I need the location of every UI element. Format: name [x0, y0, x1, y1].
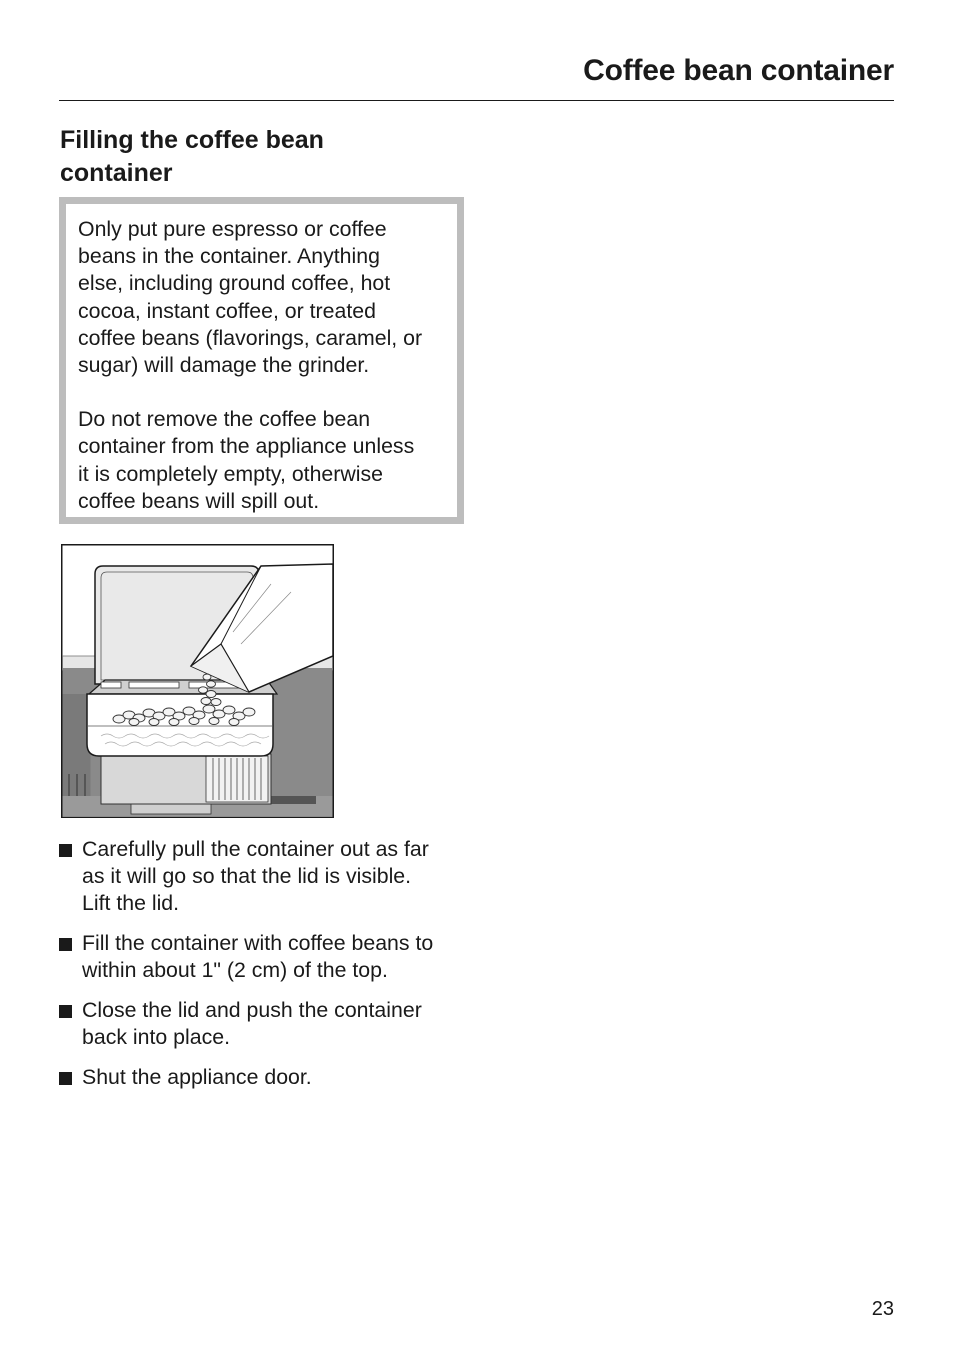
- step-text: Close the lid and push the container back into place.: [82, 998, 422, 1049]
- section-heading: Filling the coffee bean container: [60, 126, 324, 187]
- list-item: [58, 997, 478, 1051]
- step-text: Shut the appliance door.: [82, 1065, 312, 1089]
- page-number: 23: [871, 1298, 894, 1320]
- square-bullet-icon: [59, 844, 72, 857]
- list-item: [58, 1064, 478, 1091]
- square-bullet-icon: [59, 1005, 72, 1018]
- coffee-bean-container-illustration: [61, 544, 334, 818]
- instruction-steps: [58, 836, 478, 1104]
- square-bullet-icon: [59, 1072, 72, 1085]
- list-item: [58, 836, 478, 917]
- list-item: [58, 930, 478, 984]
- warning-box: [59, 197, 464, 524]
- step-text: Carefully pull the container out as far as it will go so that the lid is visible. Lift the lid.: [82, 837, 429, 915]
- page-title: Coffee bean container: [583, 54, 894, 87]
- step-text: Fill the container with coffee beans to within about 1" (2 cm) of the top.: [82, 931, 434, 982]
- warning-paragraph: Only put pure espresso or coffee beans in the container. Anything else, including ground coffee, hot cocoa, instant coffee, or treated coffee beans (flavorings, caramel, or sugar) will damage the grinder.: [78, 217, 423, 378]
- square-bullet-icon: [59, 938, 72, 951]
- warning-paragraph: Do not remove the coffee bean container from the appliance unless it is completely empty, otherwise coffee beans will spill out.: [78, 407, 415, 513]
- header-divider: [59, 100, 894, 101]
